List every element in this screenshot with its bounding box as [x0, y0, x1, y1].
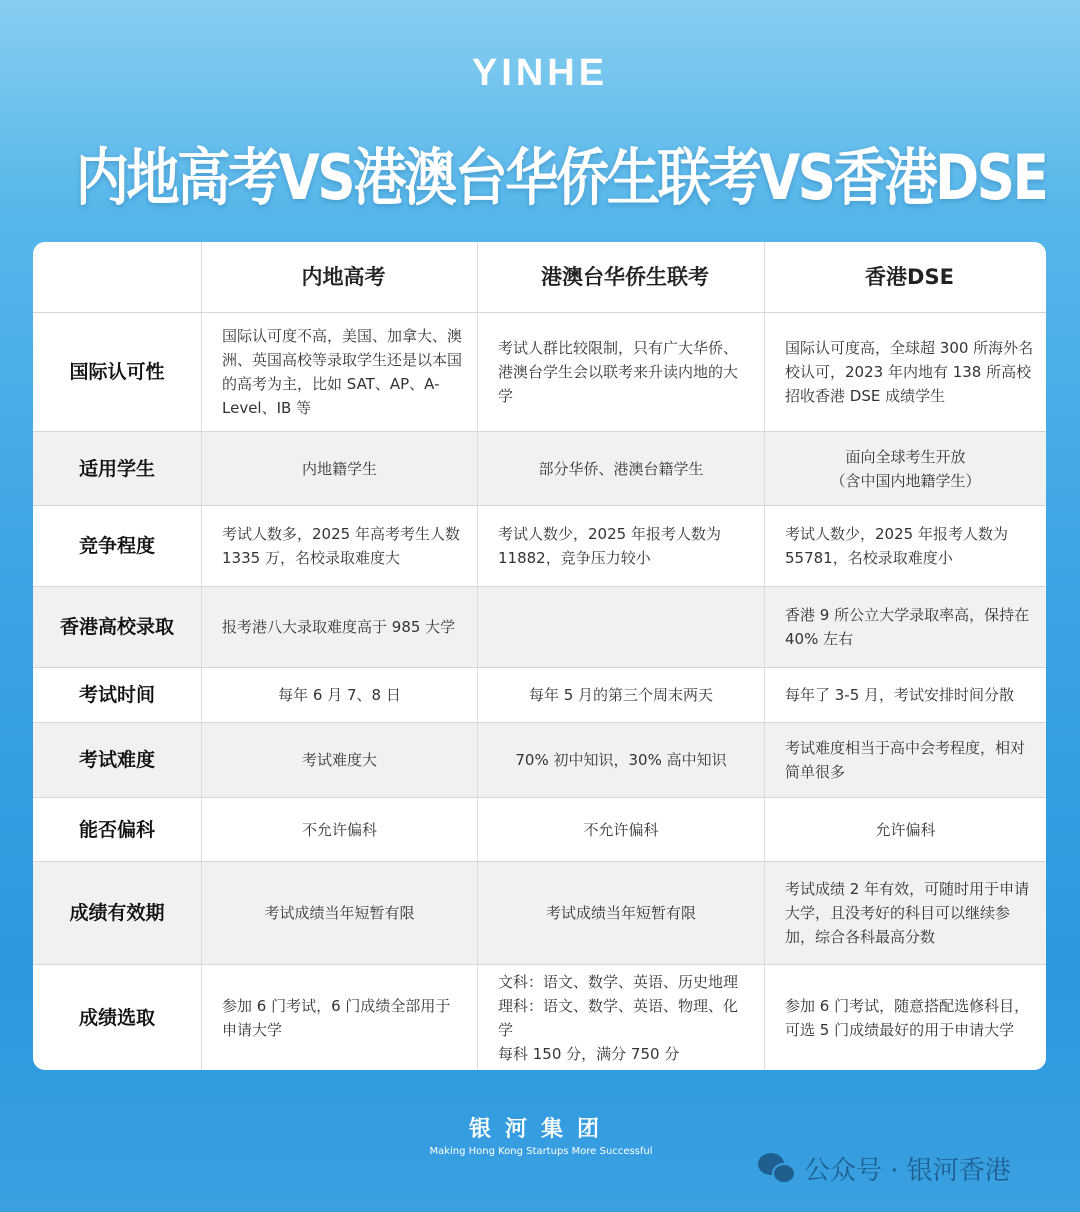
row-label: 香港高校录取	[59, 616, 174, 638]
row-label: 国际认可性	[69, 361, 165, 383]
row-label: 成绩有效期	[69, 902, 165, 924]
table-cell: 不允许偏科	[477, 798, 764, 861]
row-label: 成绩选取	[78, 1006, 155, 1029]
header-gaokao: 内地高考	[201, 242, 477, 312]
table-cell: 允许偏科	[764, 798, 1046, 861]
table-cell: 考试人数少，2025 年报考人数为 55781，名校录取难度小	[764, 506, 1046, 586]
row-label: 能否偏科	[78, 818, 155, 841]
table-cell: 不允许偏科	[201, 798, 477, 861]
table-cell: 考试成绩当年短暂有限	[477, 862, 764, 964]
table-cell: 每年 5 月的第三个周末两天	[477, 668, 764, 722]
table-cell: 考试人数多，2025 年高考考生人数 1335 万，名校录取难度大	[201, 506, 477, 586]
row-label: 竞争程度	[78, 535, 155, 557]
table-cell: 考试难度大	[201, 723, 477, 797]
table-cell: 参加 6 门考试，6 门成绩全部用于申请大学	[201, 965, 477, 1070]
wechat-icon	[758, 1153, 796, 1185]
table-row	[33, 587, 1046, 668]
table-row	[33, 313, 1046, 432]
table-cell: 国际认可度高，全球超 300 所海外名校认可，2023 年内地有 138 所高校招收香港 DSE 成绩学生	[764, 313, 1046, 431]
table-header	[33, 242, 1046, 313]
row-label: 考试难度	[78, 749, 155, 771]
table-cell: 参加 6 门考试，随意搭配选修科目，可选 5 门成绩最好的用于申请大学	[764, 965, 1046, 1070]
table-row	[33, 798, 1046, 862]
table-cell: 考试难度相当于高中会考程度，相对简单很多	[764, 723, 1046, 797]
table-cell: 文科：语文、数学、英语、历史地理 理科：语文、数学、英语、物理、化学 每科 150 分，满分 750 分	[477, 965, 764, 1070]
row-label: 考试时间	[78, 684, 155, 706]
table-cell: 考试成绩 2 年有效，可随时用于申请大学，且没考好的科目可以继续参加，综合各科最高分数	[764, 862, 1046, 964]
table-cell: 每年 6 月 7、8 日	[201, 668, 477, 722]
table-cell: 考试人数少，2025 年报考人数为 11882，竞争压力较小	[477, 506, 764, 586]
row-label: 适用学生	[78, 457, 155, 480]
table-row	[33, 506, 1046, 587]
wechat-label: 公众号 · 银河香港	[804, 1156, 1011, 1186]
table-cell: 报考港八大录取难度高于 985 大学	[201, 587, 477, 667]
table-cell: 70% 初中知识，30% 高中知识	[477, 723, 764, 797]
table-cell: 考试成绩当年短暂有限	[201, 862, 477, 964]
table-row	[33, 668, 1046, 723]
table-cell: 部分华侨、港澳台籍学生	[477, 432, 764, 505]
yinhe-logo: YINHE	[471, 52, 609, 94]
table-cell: 每年了 3-5 月，考试安排时间分散	[764, 668, 1046, 722]
page-title: 内地高考VS港澳台华侨生联考VS香港DSE	[75, 141, 1047, 214]
table-cell: 国际认可度不高，美国、加拿大、澳洲、英国高校等录取学生还是以本国的高考为主，比如 SAT、AP、A-Level、IB 等	[201, 313, 477, 431]
table-row	[33, 723, 1046, 798]
table-row	[33, 862, 1046, 965]
header-liankao: 港澳台华侨生联考	[477, 242, 764, 312]
table-row	[33, 965, 1046, 1070]
table-cell	[477, 587, 764, 667]
company-name: 银河集团	[468, 1117, 613, 1142]
wechat-account	[758, 1150, 1011, 1187]
table-cell: 考试人群比较限制，只有广大华侨、港澳台学生会以联考来升读内地的大学	[477, 313, 764, 431]
table-cell: 内地籍学生	[201, 432, 477, 505]
company-slogan: Making Hong Kong Startups More Successful	[429, 1146, 653, 1157]
header-dse: 香港DSE	[764, 242, 1046, 312]
table-cell: 面向全球考生开放 （含中国内地籍学生）	[764, 432, 1046, 505]
comparison-table	[33, 242, 1046, 1070]
header-cell	[33, 242, 201, 312]
table-row	[33, 432, 1046, 506]
table-cell: 香港 9 所公立大学录取率高，保持在 40% 左右	[764, 587, 1046, 667]
